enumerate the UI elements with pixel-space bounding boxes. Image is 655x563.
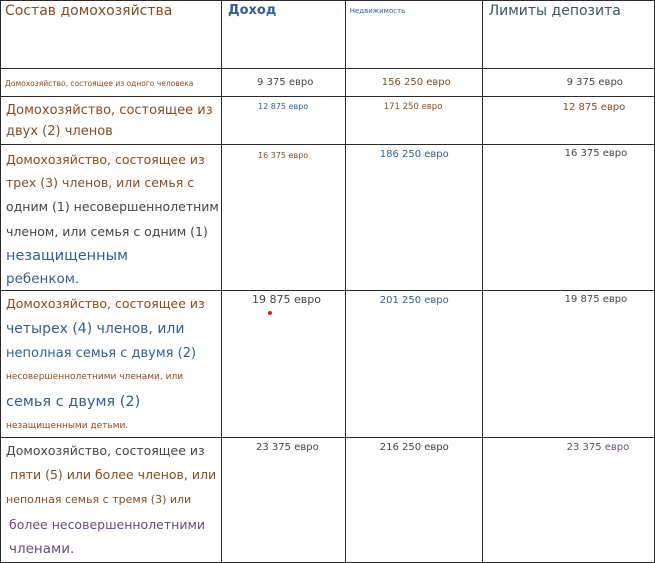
table-header-row: [1, 1, 655, 69]
composition-line: четырех (4) членов, или: [6, 321, 185, 337]
property-value: 156 250 евро: [381, 77, 451, 88]
composition-line: двух (2) членов: [6, 124, 113, 139]
table-row: [1, 145, 655, 291]
property-cell: [345, 97, 482, 145]
property-value: 171 250 евро: [383, 102, 443, 112]
header-cell-deposit: [482, 1, 654, 69]
composition-cell: [1, 291, 222, 438]
composition-cell: [1, 97, 222, 145]
deposit-value: 16 375 евро: [564, 148, 628, 159]
deposit-cell: [482, 291, 654, 438]
deposit-cell: [482, 438, 654, 563]
composition-line: несовершеннолетними членами, или: [6, 372, 184, 382]
income-value: 19 875 евро: [252, 293, 321, 306]
header-cell-property: [345, 1, 482, 69]
deposit-value: 9 375 евро: [566, 77, 623, 88]
composition-line: семья с двумя (2): [6, 394, 141, 410]
header-income: Доход: [228, 3, 277, 18]
income-value: 23 375 евро: [256, 442, 319, 453]
property-value: 186 250 евро: [379, 149, 449, 160]
composition-cell: [1, 69, 222, 97]
composition-line: Домохозяйство, состоящее из: [6, 103, 213, 118]
income-value: 12 875 евро: [258, 102, 309, 111]
income-cell: [222, 145, 346, 291]
composition-line: Домохозяйство, состоящее из: [6, 443, 205, 458]
header-deposit-limits: Лимиты депозита: [488, 3, 621, 19]
composition-line: трех (3) членов, или семья с: [6, 175, 195, 190]
property-cell: [345, 69, 482, 97]
composition-line: пяти (5) или более членов, или: [10, 467, 217, 482]
property-value: 201 250 евро: [379, 295, 449, 306]
property-cell: [345, 145, 482, 291]
header-cell-income: [222, 1, 346, 69]
deposit-value: 19 875 евро: [564, 294, 628, 305]
header-cell-composition: [1, 1, 222, 69]
composition-line: членами.: [9, 541, 75, 557]
composition-line: ребенком.: [6, 271, 80, 287]
table-row: [1, 291, 655, 438]
composition-line: незащищенным: [6, 248, 129, 264]
income-value: 9 375 евро: [257, 77, 314, 88]
table-row: [1, 69, 655, 97]
deposit-value: 12 875 евро: [562, 102, 626, 113]
property-cell: [345, 291, 482, 438]
composition-cell: [1, 145, 222, 291]
property-cell: [345, 438, 482, 563]
deposit-value: 23 375 евро: [566, 442, 630, 453]
deposit-cell: [482, 69, 654, 97]
income-cell: [222, 97, 346, 145]
composition-line: Домохозяйство, состоящее из: [6, 296, 205, 311]
income-value: 16 375 евро: [258, 151, 309, 160]
header-property: Недвижимость: [349, 7, 406, 15]
composition-cell: [1, 438, 222, 563]
composition-line: членом, или семья с одним (1): [6, 224, 208, 239]
income-cell: [222, 69, 346, 97]
composition-line: незащищенными детьми.: [6, 421, 129, 431]
income-cell: [222, 291, 346, 438]
deposit-cell: [482, 145, 654, 291]
table-row: [1, 97, 655, 145]
composition-line: более несовершеннолетними: [9, 517, 206, 532]
composition-line: неполная семья с тремя (3) или: [6, 493, 192, 506]
composition-line: Домохозяйство, состоящее из одного человека: [5, 79, 194, 88]
income-cell: [222, 438, 346, 563]
property-value: 216 250 евро: [379, 442, 449, 453]
composition-line: Домохозяйство, состоящее из: [6, 152, 205, 167]
cursor-marker-dot: [268, 311, 272, 315]
composition-line: неполная семья с двумя (2): [6, 346, 197, 361]
composition-line: одним (1) несовершеннолетним: [6, 199, 219, 214]
deposit-cell: [482, 97, 654, 145]
table-row: [1, 438, 655, 563]
header-composition: Состав домохозяйства: [5, 3, 173, 19]
